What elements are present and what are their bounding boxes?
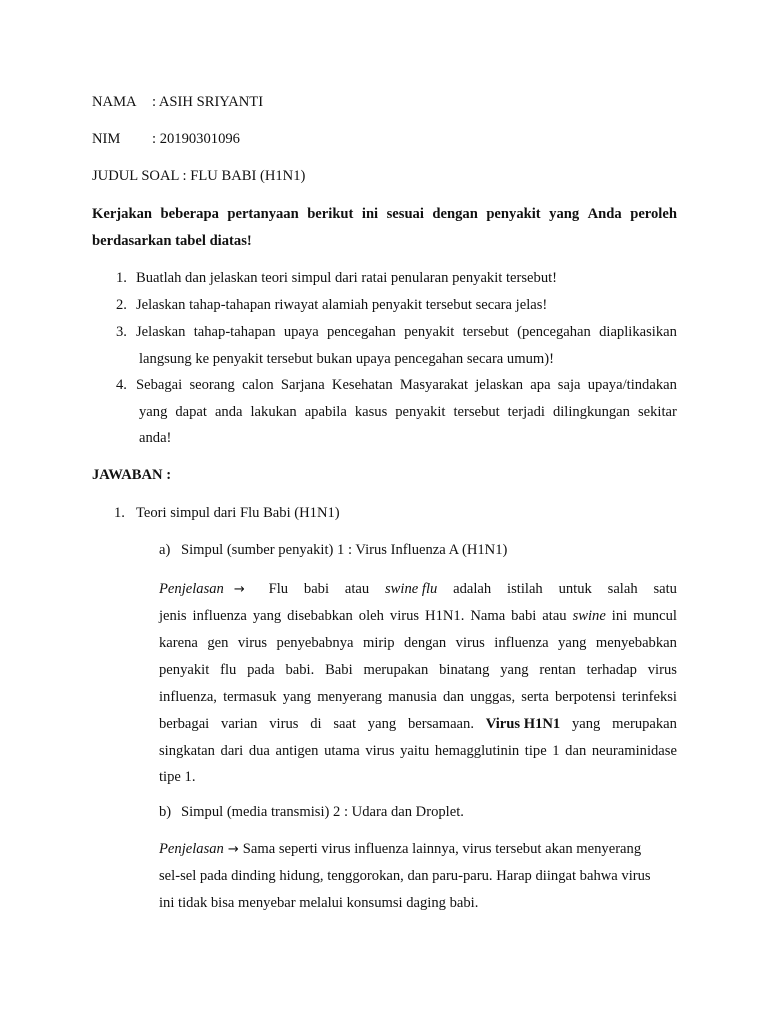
word: berikut — [307, 206, 354, 222]
word: bersamaan. — [407, 716, 474, 732]
word: atau — [542, 608, 567, 624]
word: dan — [565, 743, 587, 759]
term-virus-h1n1: Virus H1N1 — [485, 716, 561, 732]
answer-1-title: Teori simpul dari Flu Babi (H1N1) — [136, 505, 340, 521]
word: apabila — [304, 404, 347, 420]
word: sekitar — [637, 404, 677, 420]
explanation-a-line-8: tipe 1. — [159, 769, 196, 785]
word: seorang — [189, 377, 235, 393]
word: Sarjana — [280, 377, 325, 393]
word: virus — [647, 662, 677, 678]
word: merupakan — [363, 662, 429, 678]
word: muncul — [633, 608, 677, 624]
question-2: Jelaskan tahap-tahapan riwayat alamiah penyakit tersebut secara jelas! — [136, 297, 548, 313]
word: penyakit — [395, 404, 446, 420]
word: diaplikasikan — [599, 324, 677, 340]
word: lakukan — [250, 404, 297, 420]
word: tersebut — [462, 324, 509, 340]
word: pada — [247, 662, 275, 678]
word: Anda — [587, 206, 622, 222]
word: merupakan — [612, 716, 677, 732]
word: disebabkan — [287, 608, 353, 624]
word: varian — [221, 716, 258, 732]
word: flu — [220, 662, 237, 678]
explanation-a-line-3 — [159, 634, 677, 652]
word: saja — [557, 377, 581, 393]
nim-value: : 20190301096 — [152, 131, 240, 147]
word: Jelaskan — [136, 324, 186, 340]
word: yang — [571, 716, 601, 732]
word: karena — [159, 635, 198, 651]
word: menyerang — [317, 689, 383, 705]
word: pencegahan — [326, 324, 396, 340]
word: upaya — [283, 324, 319, 340]
word: neuraminidase — [591, 743, 677, 759]
word: dua — [248, 743, 270, 759]
word: terjadi — [507, 404, 545, 420]
question-4-line-2 — [139, 403, 677, 421]
word: yang — [139, 404, 168, 420]
word: virus — [269, 716, 299, 732]
word: virus — [237, 635, 268, 651]
word: influenza — [192, 608, 247, 624]
word: calon — [242, 377, 274, 393]
word: penyakit — [486, 206, 541, 222]
word: influenza, — [159, 689, 217, 705]
word: dan — [442, 689, 465, 705]
word: Flu — [268, 581, 289, 597]
word: rentan — [539, 662, 576, 678]
arrow-right-icon: → — [227, 842, 239, 857]
explanation-a-line-5 — [159, 688, 677, 706]
word: penyakit — [404, 324, 455, 340]
explanation-a-line-6 — [159, 715, 677, 733]
word: untuk — [558, 581, 592, 597]
word: istilah — [507, 581, 543, 597]
word: Sebagai — [136, 377, 183, 393]
word: yang — [367, 716, 397, 732]
word: dapat — [175, 404, 207, 420]
word: hemagglutinin — [434, 743, 520, 759]
instruction-line-1 — [92, 205, 677, 223]
word: terinfeksi — [621, 689, 677, 705]
word: yaitu — [400, 743, 430, 759]
word: atau — [344, 581, 370, 597]
nama-label: NAMA — [92, 94, 137, 110]
word: terhadap — [586, 662, 637, 678]
word: tersebut — [453, 404, 500, 420]
nim-label: NIM — [92, 131, 121, 147]
word: adalah — [453, 581, 492, 597]
term-swine: swine — [572, 608, 606, 624]
word: menyebabkan — [595, 635, 677, 651]
word: anda — [214, 404, 243, 420]
word: ini — [611, 608, 628, 624]
word: saat — [333, 716, 357, 732]
word: mirip — [362, 635, 395, 651]
word: yang — [549, 206, 580, 222]
word: babi — [511, 608, 537, 624]
word: berbagai — [159, 716, 210, 732]
word: oleh — [358, 608, 384, 624]
word: binatang — [439, 662, 490, 678]
item-b-label: b) — [159, 804, 172, 820]
word: salah — [607, 581, 638, 597]
word: pertanyaan — [227, 206, 299, 222]
question-2-number: 2. — [116, 297, 127, 313]
arrow-right-icon: → — [233, 582, 245, 597]
word: manusia — [388, 689, 437, 705]
word: babi. — [285, 662, 315, 678]
word: utama — [324, 743, 360, 759]
word: sesuai — [386, 206, 424, 222]
word: antigen — [275, 743, 319, 759]
word: 1 — [552, 743, 560, 759]
word: Babi — [325, 662, 353, 678]
word: di — [310, 716, 322, 732]
item-a-text: Simpul (sumber penyakit) 1 : Virus Influenza A (H1N1) — [181, 542, 508, 558]
word: peroleh — [630, 206, 677, 222]
word: influenza — [494, 635, 549, 651]
word: jelaskan — [475, 377, 524, 393]
word: (pencegahan — [517, 324, 591, 340]
explanation-b-text-1: Sama seperti virus influenza lainnya, virus tersebut akan menyerang — [242, 841, 642, 857]
word: dilingkungan — [552, 404, 630, 420]
question-3-line-2: langsung ke penyakit tersebut bukan upaya pencegahan secara umum)! — [139, 351, 554, 367]
word: termasuk — [223, 689, 277, 705]
explanation-label: Penjelasan — [159, 841, 224, 857]
question-4-line-1 — [136, 376, 677, 394]
explanation-a-line-7 — [159, 742, 677, 760]
word: dengan — [432, 206, 478, 222]
question-3-number: 3. — [116, 324, 127, 340]
word: penyebabnya — [276, 635, 354, 651]
word: virus — [365, 743, 395, 759]
instruction-line-2: berdasarkan tabel diatas! — [92, 233, 252, 249]
nama-value: : ASIH SRIYANTI — [152, 94, 264, 110]
explanation-b-line-2: sel-sel pada dinding hidung, tenggorokan, dan paru-paru. Harap diingat bahwa virus — [159, 868, 651, 884]
word: penyakit — [159, 662, 210, 678]
question-3-line-1 — [136, 323, 677, 341]
word: Kesehatan — [331, 377, 393, 393]
word: satu — [653, 581, 677, 597]
explanation-b-line-1 — [159, 840, 641, 859]
question-1: Buatlah dan jelaskan teori simpul dari ratai penularan penyakit tersebut! — [136, 270, 558, 286]
word: serta — [521, 689, 549, 705]
explanation-label: Penjelasan — [159, 581, 224, 597]
word: gen — [207, 635, 229, 651]
word: tipe — [524, 743, 547, 759]
answer-1-number: 1. — [114, 505, 125, 521]
question-4-number: 4. — [116, 377, 127, 393]
word: dari — [220, 743, 244, 759]
explanation-b-line-3: ini tidak bisa menyebar melalui konsumsi daging babi. — [159, 895, 479, 911]
word: jenis — [159, 608, 187, 624]
word: singkatan — [159, 743, 215, 759]
explanation-a-lead — [159, 580, 253, 599]
word: virus — [455, 635, 485, 651]
word: unggas, — [470, 689, 516, 705]
word: ini — [361, 206, 379, 222]
word: Kerjakan — [92, 206, 152, 222]
term-swine-flu: swine flu — [385, 581, 438, 597]
word: yang — [558, 635, 587, 651]
word: tahap-tahapan — [193, 324, 276, 340]
answer-heading: JAWABAN : — [92, 467, 172, 483]
word: apa — [530, 377, 551, 393]
word: yang — [252, 608, 282, 624]
word: Masyarakat — [399, 377, 468, 393]
explanation-a-line-4 — [159, 661, 677, 679]
explanation-a-line-1 — [159, 580, 677, 599]
word: virus — [389, 608, 420, 624]
explanation-a-line-2 — [159, 607, 677, 625]
word: H1N1. — [425, 608, 465, 624]
question-1-number: 1. — [116, 270, 127, 286]
judul-soal: JUDUL SOAL : FLU BABI (H1N1) — [92, 168, 306, 184]
word: kasus — [354, 404, 388, 420]
item-b-text: Simpul (media transmisi) 2 : Udara dan Droplet. — [181, 804, 464, 820]
word: dengan — [404, 635, 447, 651]
word: yang — [282, 689, 312, 705]
word: Nama — [470, 608, 506, 624]
word: berpotensi — [554, 689, 616, 705]
word: yang — [500, 662, 529, 678]
item-a-label: a) — [159, 542, 171, 558]
question-4-line-3: anda! — [139, 430, 172, 446]
word: beberapa — [160, 206, 219, 222]
word: babi — [303, 581, 330, 597]
word: upaya/tindakan — [587, 377, 677, 393]
